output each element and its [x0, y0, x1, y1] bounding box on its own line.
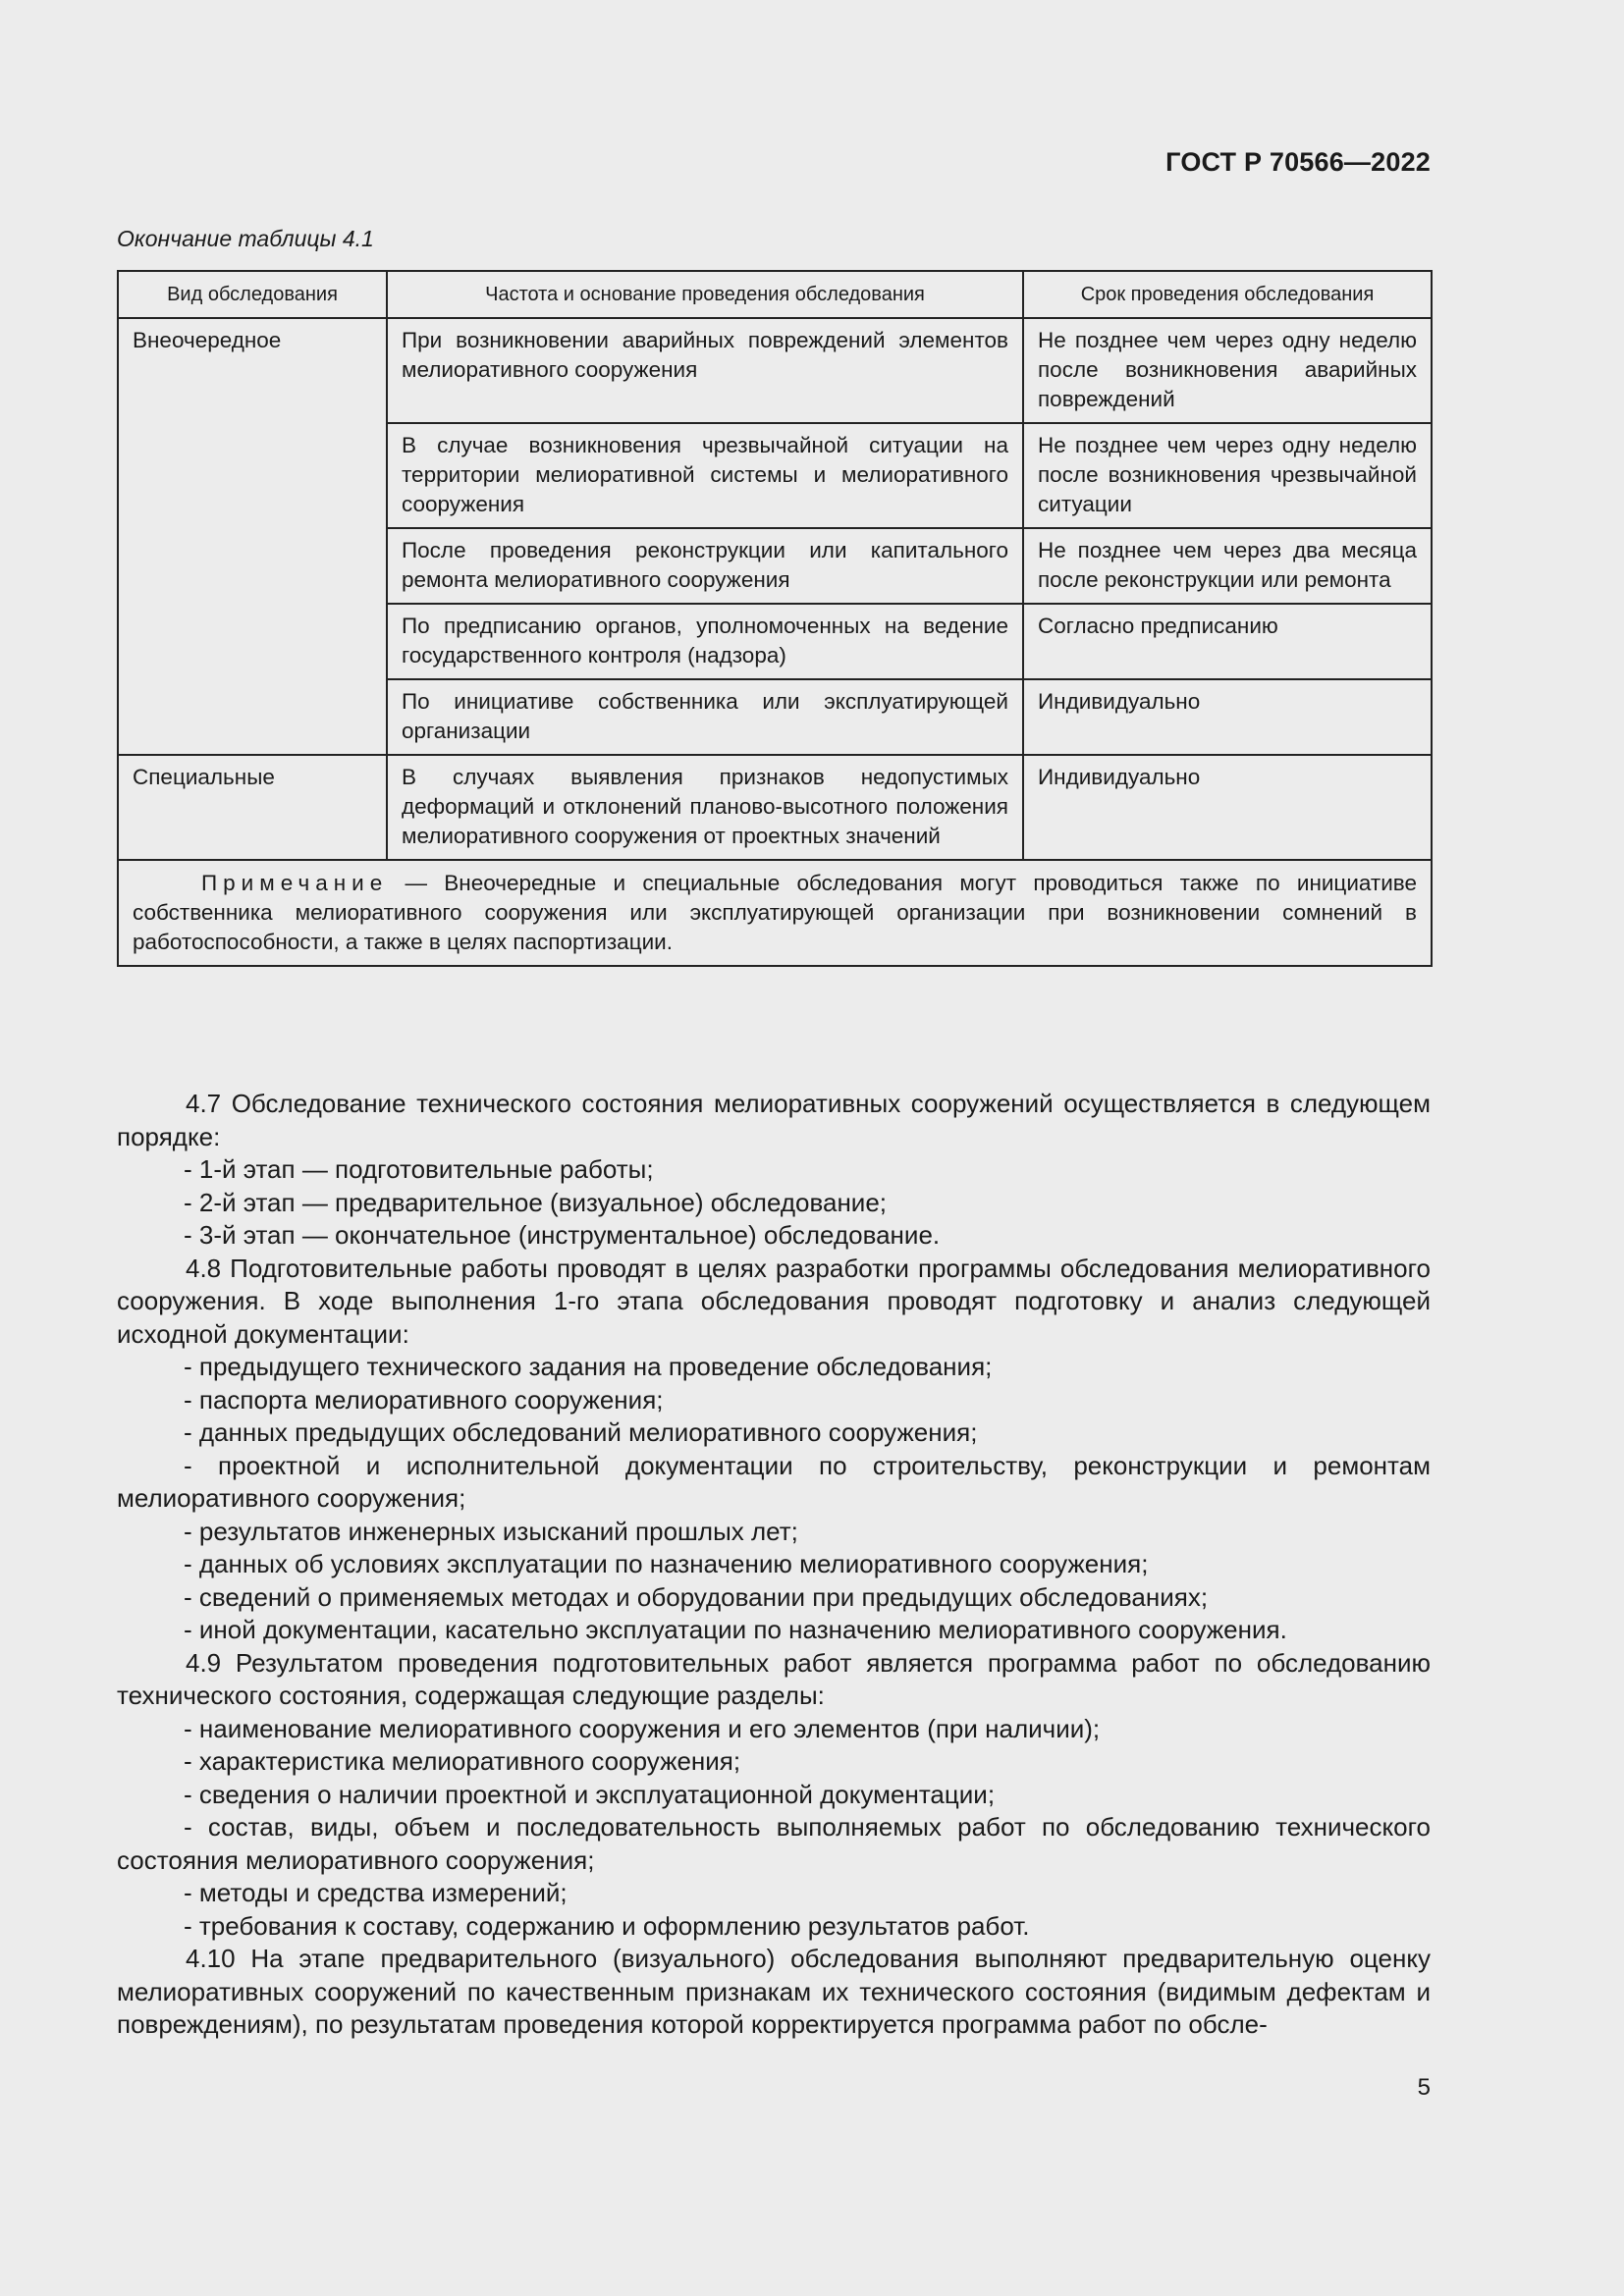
list-item: - паспорта мелиоративного сооружения; [184, 1384, 664, 1415]
table-row [118, 755, 1432, 860]
column-header-basis: Частота и основание проведения обследования [387, 271, 1023, 318]
page-number: 5 [1417, 2074, 1431, 2101]
list-item: - 1-й этап — подготовительные работы; [184, 1154, 654, 1184]
list-item: - данных об условиях эксплуатации по назначению мелиоративного сооружения; [184, 1549, 1149, 1578]
list-item: - наименование мелиоративного сооружения и его элементов (при наличии); [184, 1713, 1101, 1743]
paragraph: 4.9 Результатом проведения подготовительных работ является программа работ по обследованию технического состояния, содержащая следующие разделы: [117, 1647, 1431, 1710]
note-text: — Внеочередные и специальные обследования могут проводиться также по инициативе собственника мелиоративного сооружения или эксплуатирующей организации при возникновении сомнений в работоспособности, а также в целях паспортизации. [133, 871, 1417, 954]
list-item: - данных предыдущих обследований мелиоративного сооружения; [184, 1417, 978, 1447]
basis-cell: В случаях выявления признаков недопустимых деформаций и отклонений планово-высотного положения мелиоративного сооружения от проектных значений [387, 755, 1023, 860]
basis-cell: После проведения реконструкции или капитального ремонта мелиоративного сооружения [387, 528, 1023, 604]
paragraph: 4.10 На этапе предварительного (визуального) обследования выполняют предварительную оценку мелиоративных сооружений по качественным признакам их технического состояния (видимым дефектам и повреждениям), по результатам проведения которой корректируется программа работ по обсле- [117, 1944, 1431, 2039]
list-item: - предыдущего технического задания на проведение обследования; [184, 1352, 993, 1381]
table-caption: Окончание таблицы 4.1 [117, 226, 374, 251]
body-text [117, 1088, 1431, 2042]
inspection-type-cell: Специальные [118, 755, 387, 860]
list-item: - сведения о наличии проектной и эксплуатационной документации; [184, 1779, 996, 1809]
list-item: - состав, виды, объем и последовательность выполняемых работ по обследованию технического состояния мелиоративного сооружения; [117, 1812, 1431, 1875]
paragraph: 4.8 Подготовительные работы проводят в целях разработки программы обследования мелиоративного сооружения. В ходе выполнения 1-го этапа обследования проводят подготовку и анализ следующей исходной документации: [117, 1253, 1431, 1349]
term-cell: Не позднее чем через одну неделю после возникновения чрезвычайной ситуации [1023, 423, 1432, 528]
list-item: - требования к составу, содержанию и оформлению результатов работ. [184, 1910, 1030, 1941]
basis-cell: В случае возникновения чрезвычайной ситуации на территории мелиоративной системы и мелиоративного сооружения [387, 423, 1023, 528]
list-item: - характеристика мелиоративного сооружения; [184, 1746, 741, 1776]
term-cell: Не позднее чем через одну неделю после возникновения аварийных повреждений [1023, 318, 1432, 423]
list-item: - сведений о применяемых методах и оборудовании при предыдущих обследованиях; [184, 1581, 1209, 1612]
column-header-type: Вид обследования [118, 271, 387, 318]
table-note [118, 860, 1432, 966]
list-item: - результатов инженерных изысканий прошлых лет; [184, 1516, 798, 1546]
basis-cell: По предписанию органов, уполномоченных на ведение государственного контроля (надзора) [387, 604, 1023, 679]
basis-cell: По инициативе собственника или эксплуатирующей организации [387, 679, 1023, 755]
table-note-row [118, 860, 1432, 966]
inspection-type-cell: Внеочередное [118, 318, 387, 755]
table-header-row [118, 271, 1432, 318]
term-cell: Согласно предписанию [1023, 604, 1432, 679]
inspection-table [117, 270, 1433, 967]
column-header-term: Срок проведения обследования [1023, 271, 1432, 318]
note-label: Примечание [201, 871, 389, 895]
list-item: - 3-й этап — окончательное (инструментальное) обследование. [184, 1220, 941, 1250]
list-item: - методы и средства измерений; [184, 1878, 568, 1907]
term-cell: Индивидуально [1023, 755, 1432, 860]
table-row [118, 318, 1432, 423]
list-item: - проектной и исполнительной документации по строительству, реконструкции и ремонтам мелиоративного сооружения; [117, 1450, 1431, 1513]
list-item: - иной документации, касательно эксплуатации по назначению мелиоративного сооружения. [184, 1615, 1287, 1644]
term-cell: Не позднее чем через два месяца после реконструкции или ремонта [1023, 528, 1432, 604]
term-cell: Индивидуально [1023, 679, 1432, 755]
list-item: - 2-й этап — предварительное (визуальное) обследование; [184, 1187, 888, 1217]
paragraph: 4.7 Обследование технического состояния мелиоративных сооружений осуществляется в следующем порядке: [117, 1089, 1431, 1151]
basis-cell: При возникновении аварийных повреждений элементов мелиоративного сооружения [387, 318, 1023, 423]
document-code: ГОСТ Р 70566—2022 [1165, 147, 1431, 177]
